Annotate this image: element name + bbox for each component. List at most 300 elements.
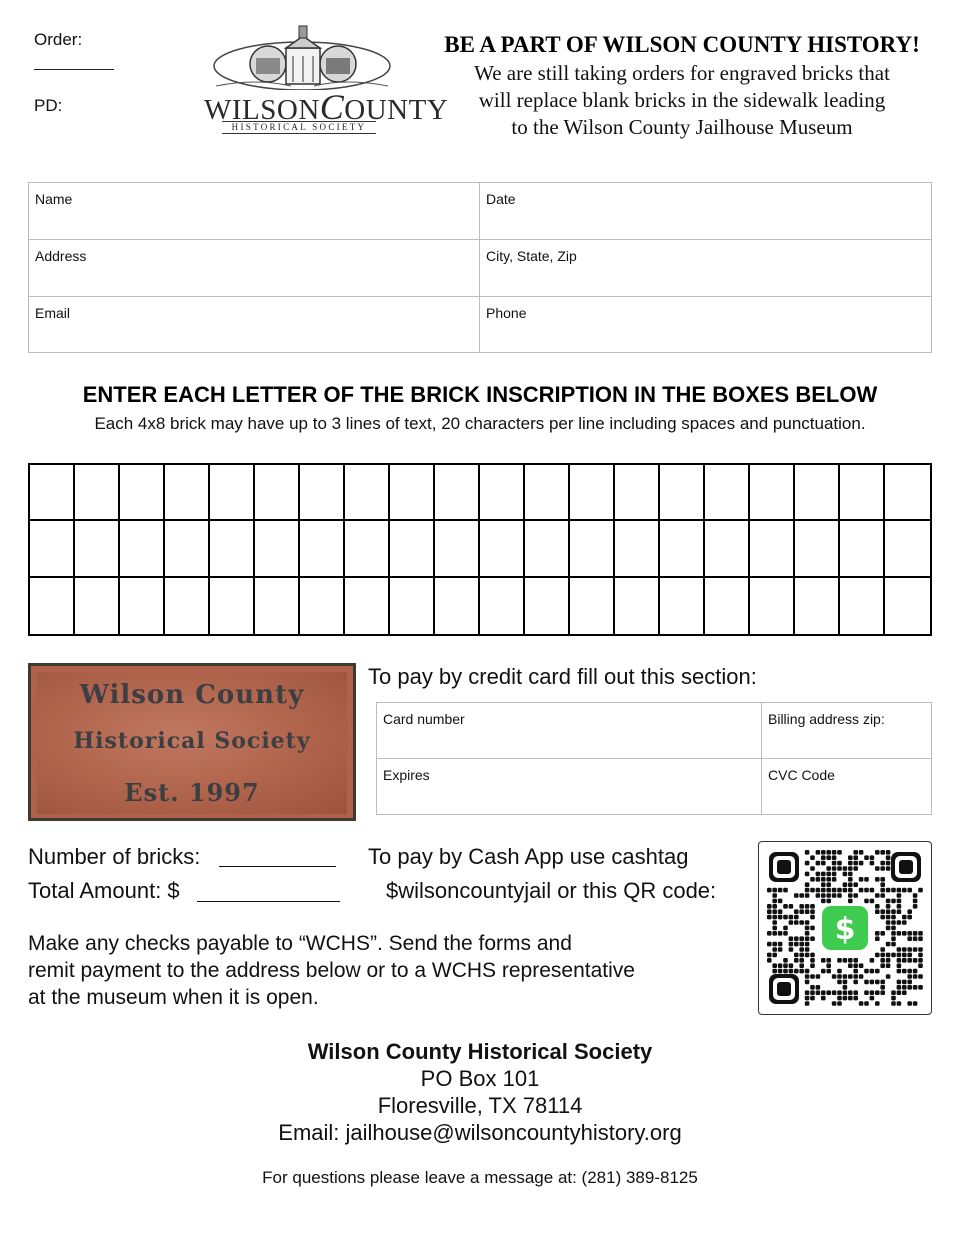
letter-box[interactable] [210,521,255,577]
qr-module [891,1001,896,1006]
qr-module [832,990,837,995]
letter-box[interactable] [840,578,885,634]
inscription-title: ENTER EACH LETTER OF THE BRICK INSCRIPTION IN THE BOXES BELOW [82,382,878,407]
phone-field[interactable] [480,297,931,352]
qr-module [918,936,923,941]
qr-module [767,942,772,947]
qr-module [880,915,885,920]
qr-module [816,888,821,893]
letter-box[interactable] [480,578,525,634]
qr-module [772,953,777,958]
letter-box[interactable] [390,521,435,577]
qr-module [880,958,885,963]
letter-box[interactable] [480,465,525,521]
qr-module [778,931,783,936]
letter-box[interactable] [750,578,795,634]
qr-module [897,931,902,936]
qr-module [805,920,810,925]
qr-module [891,915,896,920]
expires-field[interactable] [377,759,762,814]
phone-label: Phone [486,305,527,321]
qr-module [821,888,826,893]
qr-module [810,909,815,914]
billing-zip-label: Billing address zip: [768,711,885,727]
qr-module [907,947,912,952]
letter-box[interactable] [525,465,570,521]
qr-module [859,963,864,968]
qr-module [837,893,842,898]
letter-box[interactable] [840,465,885,521]
qr-module [886,850,891,855]
qr-module [826,963,831,968]
qr-module [880,931,885,936]
address-label: Address [35,248,87,264]
letter-box[interactable] [345,578,390,634]
qr-module [810,974,815,979]
courthouse-drawing [196,20,406,90]
qr-module [794,915,799,920]
date-field[interactable] [480,183,931,240]
qr-module [853,963,858,968]
qr-module [913,931,918,936]
qr-module [913,1001,918,1006]
qr-module [902,920,907,925]
qr-module [767,953,772,958]
qr-module [832,877,837,882]
qr-module [843,882,848,887]
qr-module [859,888,864,893]
qr-module [907,985,912,990]
qr-module [767,904,772,909]
letter-box[interactable] [525,521,570,577]
qr-module [897,947,902,952]
qr-module [821,877,826,882]
qr-module [848,893,853,898]
qr-module [891,942,896,947]
qr-module [837,888,842,893]
qr-module [799,969,804,974]
qr-module [805,1001,810,1006]
qr-module [794,936,799,941]
qr-module [875,990,880,995]
total-amount-blank[interactable] [197,901,340,902]
qr-module [848,888,853,893]
letter-box[interactable] [390,578,435,634]
total-amount-label: Total Amount: $ [28,878,180,903]
qr-module [816,850,821,855]
qr-module [767,909,772,914]
qr-module [821,861,826,866]
letter-box[interactable] [255,578,300,634]
qr-finder-top-right [891,852,921,882]
qr-module [805,850,810,855]
qr-module [778,942,783,947]
qr-module [870,888,875,893]
qr-module [778,888,783,893]
qr-module [772,926,777,931]
qr-module [826,877,831,882]
qr-module [783,915,788,920]
qr-module [864,877,869,882]
letter-box[interactable] [660,578,705,634]
qr-module [837,850,842,855]
qr-module [848,990,853,995]
qr-module [816,861,821,866]
qr-module [848,882,853,887]
checks-instructions: Make any checks payable to “WCHS”. Send the forms and remit payment to the address below or to a WCHS representative at the museum when it is open. [28,932,635,1009]
qr-module [794,953,799,958]
letter-box[interactable] [705,578,750,634]
qr-module [891,920,896,925]
qr-module [772,942,777,947]
qr-module [875,909,880,914]
card-number-label: Card number [383,711,465,727]
qr-module [821,990,826,995]
qr-module [843,980,848,985]
cvc-field[interactable] [762,759,931,814]
city-state-zip-field[interactable] [480,240,931,297]
qr-module [875,969,880,974]
qr-module [805,942,810,947]
footer-questions: For questions please leave a message at: (281) 389-8125 [262,1168,698,1187]
letter-box[interactable] [435,578,480,634]
qr-module [794,893,799,898]
qr-module [891,953,896,958]
qr-module [832,872,837,877]
qr-module [880,877,885,882]
qr-module [875,904,880,909]
qr-module [913,936,918,941]
qr-module [880,850,885,855]
qr-module [902,980,907,985]
qr-module [880,866,885,871]
qr-module [783,888,788,893]
qr-module [859,861,864,866]
qr-module [821,958,826,963]
qr-module [918,947,923,952]
qr-module [853,855,858,860]
letter-box[interactable] [345,465,390,521]
letter-box[interactable] [885,521,930,577]
qr-module [864,1001,869,1006]
inscription-letter-grid [28,463,932,636]
cvc-label: CVC Code [768,767,835,783]
qr-module [826,893,831,898]
letter-box[interactable] [30,521,75,577]
letter-box[interactable] [795,578,840,634]
letter-box[interactable] [525,578,570,634]
qr-module [837,980,842,985]
qr-module [870,990,875,995]
qr-module [848,963,853,968]
engraved-brick-photo [28,663,356,821]
letter-box[interactable] [390,465,435,521]
letter-box[interactable] [120,465,165,521]
letter-box[interactable] [30,465,75,521]
qr-module [799,904,804,909]
letter-box[interactable] [570,465,615,521]
qr-module [810,915,815,920]
letter-box[interactable] [615,465,660,521]
qr-module [810,958,815,963]
qr-module [805,893,810,898]
qr-module [886,953,891,958]
qr-module [870,980,875,985]
qr-module [886,899,891,904]
letter-box[interactable] [75,578,120,634]
qr-module [897,969,902,974]
letter-box[interactable] [660,465,705,521]
dollar-icon: $ [834,912,856,947]
qr-module [799,893,804,898]
qr-module [816,974,821,979]
qr-module [880,990,885,995]
qr-module [870,969,875,974]
qr-module [886,909,891,914]
letter-box[interactable] [165,578,210,634]
letter-box[interactable] [750,465,795,521]
letter-box[interactable] [255,521,300,577]
qr-module [805,969,810,974]
qr-module [832,893,837,898]
qr-module [789,963,794,968]
qr-module [772,893,777,898]
qr-module [891,909,896,914]
qr-module [886,855,891,860]
qr-module [848,855,853,860]
qr-module [918,974,923,979]
letter-box[interactable] [795,521,840,577]
qr-module [907,915,912,920]
billing-zip-field[interactable] [762,703,931,759]
qr-module [832,888,837,893]
qr-module [907,1001,912,1006]
letter-box[interactable] [300,521,345,577]
qr-module [772,947,777,952]
qr-module [772,931,777,936]
qr-module [772,915,777,920]
expires-label: Expires [383,767,430,783]
qr-module [853,882,858,887]
qr-module [902,958,907,963]
qr-module [848,861,853,866]
letter-box[interactable] [885,465,930,521]
qr-module [826,855,831,860]
letter-box[interactable] [885,578,930,634]
qr-module [875,850,880,855]
qr-module [799,953,804,958]
qr-module [810,904,815,909]
qr-module [902,947,907,952]
qr-module [891,990,896,995]
pd-label: PD: [34,96,63,115]
qr-module [789,915,794,920]
qr-module [859,1001,864,1006]
qr-module [902,969,907,974]
qr-module [821,855,826,860]
footer-po-box: PO Box 101 [420,1066,540,1091]
letter-box[interactable] [30,578,75,634]
qr-module [805,990,810,995]
letter-box[interactable] [210,465,255,521]
letter-box[interactable] [795,465,840,521]
headline: BE A PART OF WILSON COUNTY HISTORY! [444,32,920,57]
credit-card-title: To pay by credit card fill out this section: [368,664,757,689]
qr-module [902,953,907,958]
qr-module [778,969,783,974]
order-label: Order: [34,30,83,49]
qr-module [843,888,848,893]
qr-module [826,969,831,974]
qr-module [875,980,880,985]
letter-box[interactable] [435,465,480,521]
qr-module [870,861,875,866]
qr-module [821,893,826,898]
date-label: Date [486,191,516,207]
letter-box[interactable] [165,521,210,577]
qr-module [853,958,858,963]
qr-module [821,996,826,1001]
qr-module [875,1001,880,1006]
qr-module [826,888,831,893]
qr-module [886,920,891,925]
letter-box[interactable] [75,521,120,577]
wilson-county-logo [196,20,449,138]
qr-module [848,996,853,1001]
qr-module [772,969,777,974]
name-field[interactable] [29,183,480,240]
letter-box[interactable] [120,578,165,634]
qr-module [772,920,777,925]
qr-module [870,996,875,1001]
qr-module [870,958,875,963]
qr-module [794,909,799,914]
qr-module [794,958,799,963]
qr-module [907,974,912,979]
letter-box[interactable] [75,465,120,521]
qr-module [913,974,918,979]
card-number-field[interactable] [377,703,762,759]
letter-box[interactable] [570,578,615,634]
letter-box[interactable] [210,578,255,634]
letter-box[interactable] [615,521,660,577]
qr-module [853,996,858,1001]
letter-box[interactable] [345,521,390,577]
qr-module [810,990,815,995]
qr-module [816,985,821,990]
qr-module [897,920,902,925]
letter-box[interactable] [615,578,660,634]
letter-box[interactable] [570,521,615,577]
letter-box[interactable] [705,521,750,577]
qr-module [875,936,880,941]
qr-module [880,985,885,990]
qr-module [843,872,848,877]
address-field[interactable] [29,240,480,297]
qr-module [794,969,799,974]
letter-box[interactable] [840,521,885,577]
qr-module [799,963,804,968]
qr-module [918,958,923,963]
qr-module [880,909,885,914]
qr-module [864,888,869,893]
qr-module [886,866,891,871]
qr-module [853,850,858,855]
qr-module [843,996,848,1001]
qr-module [886,942,891,947]
qr-module [778,947,783,952]
qr-module [875,877,880,882]
qr-module [918,985,923,990]
qr-module [805,996,810,1001]
letter-box[interactable] [435,521,480,577]
letter-box[interactable] [120,521,165,577]
qr-module [772,888,777,893]
cash-app-instruction: To pay by Cash App use cashtag [368,844,689,869]
letter-box[interactable] [750,521,795,577]
letter-box[interactable] [300,578,345,634]
qr-module [870,855,875,860]
letter-box[interactable] [705,465,750,521]
letter-box[interactable] [255,465,300,521]
qr-module [864,980,869,985]
letter-box[interactable] [660,521,705,577]
brick-line-1: Wilson County [79,680,305,710]
qr-module [843,958,848,963]
footer-city: Floresville, TX 78114 [377,1093,583,1118]
qr-module [918,953,923,958]
footer-org-name: Wilson County Historical Society [307,1039,653,1064]
qr-module [821,969,826,974]
letter-box[interactable] [165,465,210,521]
qr-module [816,990,821,995]
letter-box[interactable] [480,521,525,577]
letter-box[interactable] [300,465,345,521]
qr-module [886,915,891,920]
qr-module [875,866,880,871]
footer-email[interactable]: Email: jailhouse@wilsoncountyhistory.org [278,1120,682,1145]
qr-module [783,931,788,936]
qr-module [880,963,885,968]
qr-module [805,926,810,931]
qr-module [810,985,815,990]
email-field[interactable] [29,297,480,352]
qr-module [897,893,902,898]
qr-module [805,872,810,877]
qr-module [853,969,858,974]
number-of-bricks-blank[interactable] [219,866,336,867]
qr-module [805,936,810,941]
qr-module [810,996,815,1001]
qr-module [783,926,788,931]
qr-module [799,958,804,963]
qr-module [880,888,885,893]
brick-line-2: Historical Society [73,728,311,754]
qr-module [902,985,907,990]
qr-module [902,990,907,995]
qr-module [848,899,853,904]
qr-module [821,882,826,887]
qr-module [805,931,810,936]
qr-module [810,926,815,931]
qr-module [848,877,853,882]
qr-module [799,947,804,952]
qr-module [816,893,821,898]
qr-module [799,920,804,925]
qr-module [767,888,772,893]
qr-module [897,980,902,985]
qr-module [886,926,891,931]
